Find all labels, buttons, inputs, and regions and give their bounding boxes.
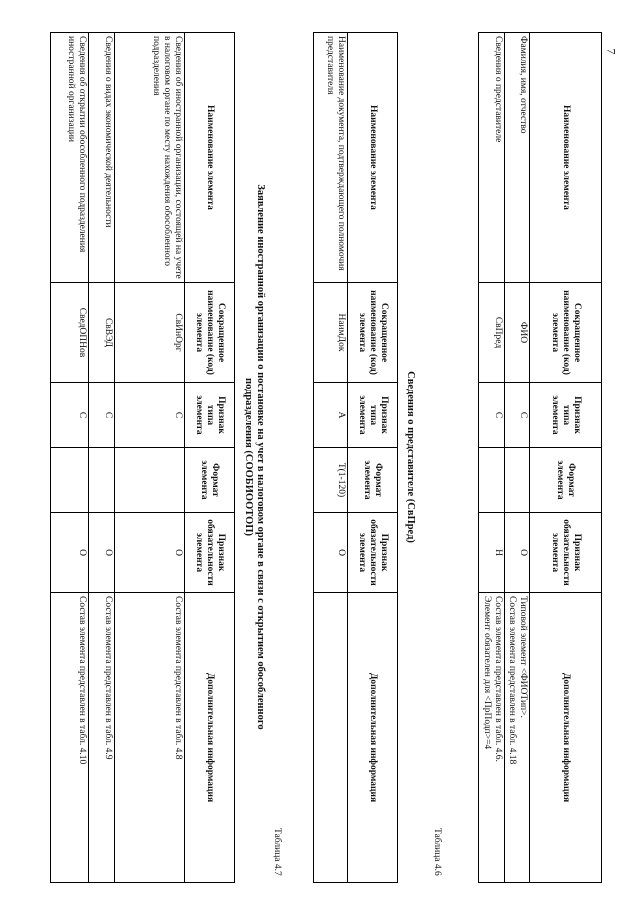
header-code: Сокращенное наименование (код) элемента bbox=[348, 283, 398, 383]
cell-name: Наименование документа, подтверждающего полномочия представителя bbox=[314, 33, 348, 283]
cell-info: Состав элемента представлен в табл. 4.9 bbox=[89, 593, 115, 883]
header-required: Признак обязательности элемента bbox=[348, 513, 398, 593]
cell-info: Состав элемента представлен в табл. 4.10 bbox=[51, 593, 89, 883]
cell-code: СвВЭД bbox=[89, 283, 115, 383]
table-label: Таблица 4.6 bbox=[432, 828, 442, 876]
cell-format: T(1-120) bbox=[314, 448, 348, 513]
cell-required: Н bbox=[479, 513, 505, 593]
table-representative bbox=[313, 32, 398, 883]
cell-required: О bbox=[89, 513, 115, 593]
header-format: Формат элемента bbox=[530, 448, 602, 513]
table-row bbox=[505, 33, 530, 883]
header-name: Наименование элемента bbox=[530, 33, 602, 283]
table-label: Таблица 4.7 bbox=[272, 828, 282, 876]
caption-line: подразделения (СООБИООТОП) bbox=[243, 378, 254, 536]
table-application bbox=[50, 32, 235, 883]
cell-code: СвИнОрг bbox=[115, 283, 185, 383]
cell-required: О bbox=[115, 513, 185, 593]
cell-type: С bbox=[115, 383, 185, 448]
table-header-row bbox=[530, 33, 602, 883]
header-required: Признак обязательности элемента bbox=[185, 513, 235, 593]
cell-name: Сведения о видах экономической деятельности bbox=[89, 33, 115, 283]
cell-format bbox=[505, 448, 530, 513]
table-header-row bbox=[185, 33, 235, 883]
header-type: Признак типа элемента bbox=[530, 383, 602, 448]
cell-name: Сведения о представителе bbox=[479, 33, 505, 283]
page-number: 7 bbox=[604, 48, 619, 55]
cell-required: О bbox=[505, 513, 530, 593]
cell-required: О bbox=[314, 513, 348, 593]
header-format: Формат элемента bbox=[185, 448, 235, 513]
table-row bbox=[89, 33, 115, 883]
cell-format bbox=[115, 448, 185, 513]
header-required: Признак обязательности элемента bbox=[530, 513, 602, 593]
table-header-row bbox=[348, 33, 398, 883]
header-info: Дополнительная информация bbox=[348, 593, 398, 883]
header-format: Формат элемента bbox=[348, 448, 398, 513]
cell-info bbox=[314, 593, 348, 883]
header-type: Признак типа элемента bbox=[185, 383, 235, 448]
cell-code: НаимДок bbox=[314, 283, 348, 383]
table-caption bbox=[242, 32, 266, 882]
cell-code: СведОПНов bbox=[51, 283, 89, 383]
cell-code: СвПред bbox=[479, 283, 505, 383]
info-line: Состав элемента представлен в табл. 4.6. bbox=[493, 596, 503, 762]
cell-code: ФИО bbox=[505, 283, 530, 383]
table-row bbox=[314, 33, 348, 883]
header-info: Дополнительная информация bbox=[185, 593, 235, 883]
cell-type: С bbox=[89, 383, 115, 448]
cell-name: Сведения об иностранной организации, состоящей на учете в налоговом органе по месту нахождения обособленного подразделения bbox=[115, 33, 185, 283]
info-line: Состав элемента представлен в табл. 4.18 bbox=[507, 596, 517, 765]
cell-type: С bbox=[479, 383, 505, 448]
header-code: Сокращенное наименование (код) элемента bbox=[530, 283, 602, 383]
cell-name: Сведения об открытии обособленного подразделения иностранной организации bbox=[51, 33, 89, 283]
cell-format bbox=[479, 448, 505, 513]
header-code: Сокращенное наименование (код) элемента bbox=[185, 283, 235, 383]
cell-info bbox=[505, 593, 530, 883]
cell-name: Фамилия, имя, отчество bbox=[505, 33, 530, 283]
caption-line: Заявление иностранной организации о постановке на учет в налоговом органе в связи с открытием обособленного bbox=[255, 184, 266, 730]
cell-type: С bbox=[51, 383, 89, 448]
header-info: Дополнительная информация bbox=[530, 593, 602, 883]
table-row bbox=[479, 33, 505, 883]
cell-info bbox=[479, 593, 505, 883]
cell-format bbox=[89, 448, 115, 513]
table-row bbox=[115, 33, 185, 883]
header-type: Признак типа элемента bbox=[348, 383, 398, 448]
info-line: Типовой элемент <ФИОТип>. bbox=[518, 596, 528, 718]
cell-required: О bbox=[51, 513, 89, 593]
info-line: Элемент обязателен для <ПрПодп>=4 bbox=[482, 596, 492, 750]
cell-type: С bbox=[505, 383, 530, 448]
cell-type: А bbox=[314, 383, 348, 448]
header-name: Наименование элемента bbox=[185, 33, 235, 283]
cell-info: Состав элемента представлен в табл. 4.8 bbox=[115, 593, 185, 883]
table-persons-continuation bbox=[478, 32, 602, 883]
table-row bbox=[51, 33, 89, 883]
table-caption: Сведения о представителе (СвПред) bbox=[405, 371, 416, 543]
cell-format bbox=[51, 448, 89, 513]
header-name: Наименование элемента bbox=[348, 33, 398, 283]
